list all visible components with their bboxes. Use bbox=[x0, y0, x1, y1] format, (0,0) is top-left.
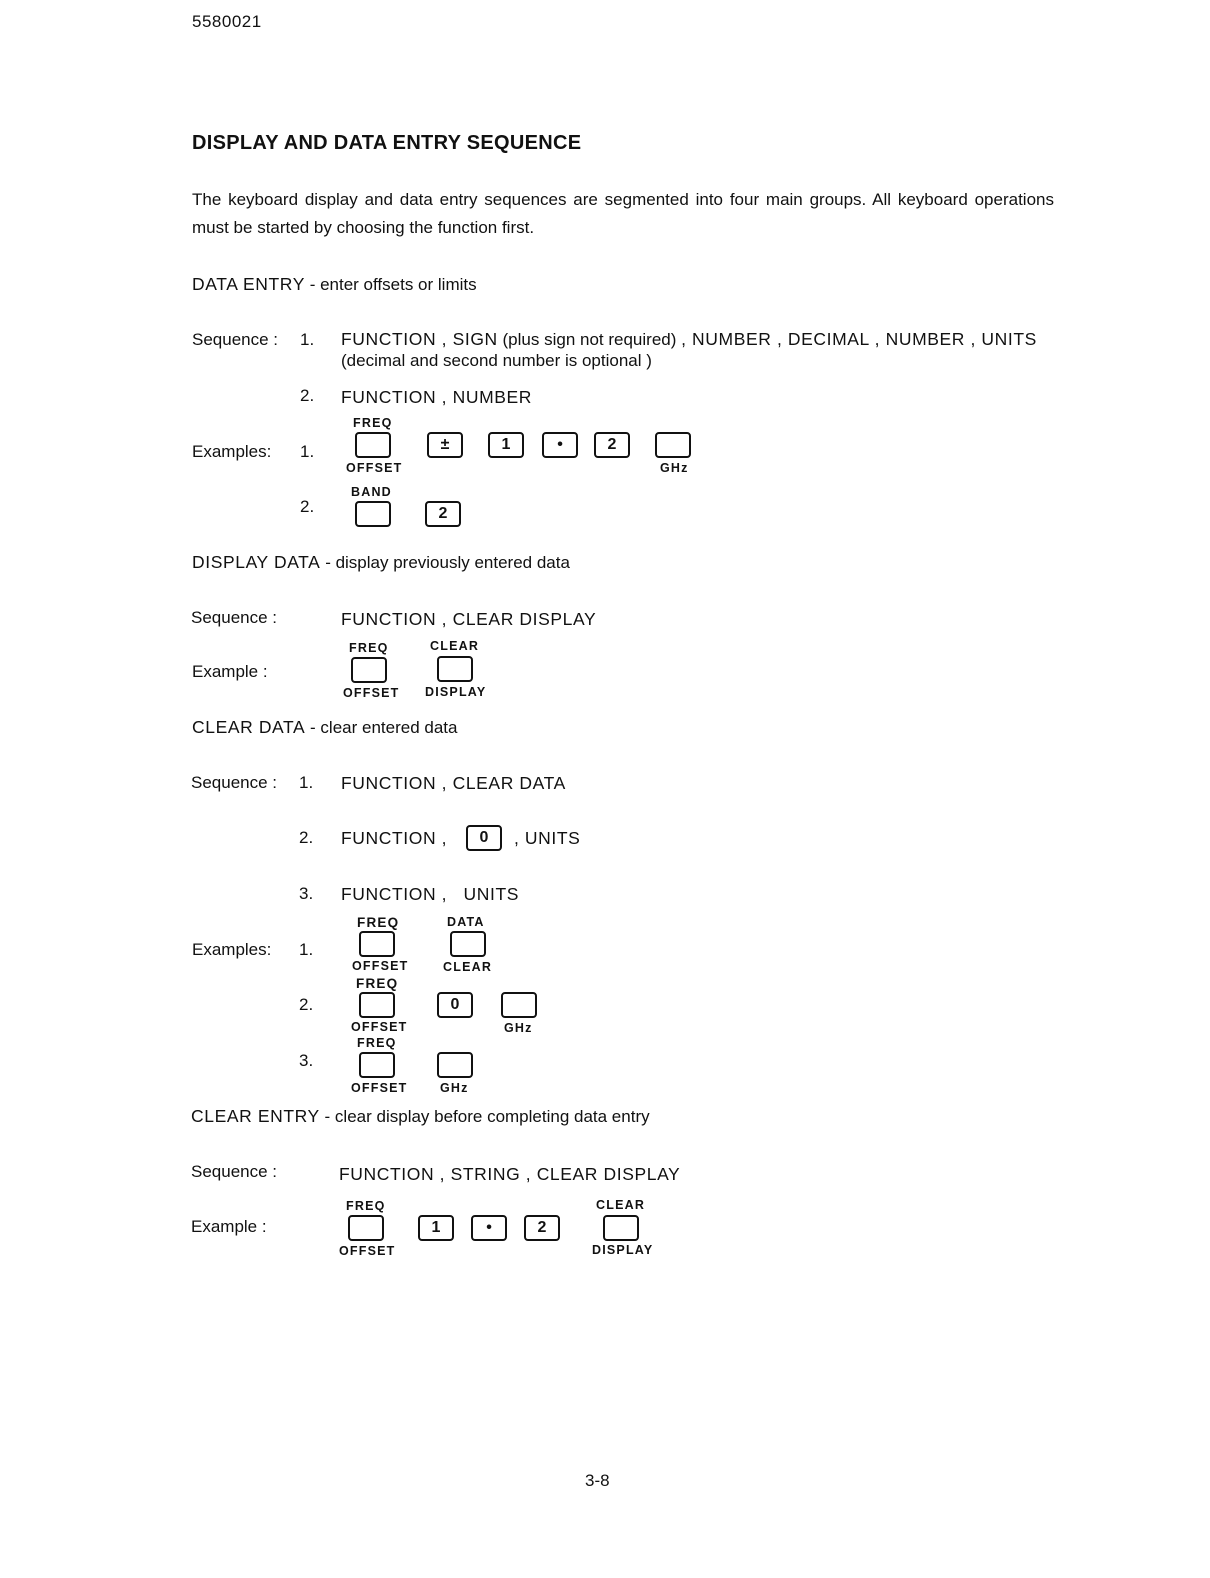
key-label-data: DATA bbox=[447, 915, 485, 929]
ghz-key bbox=[655, 432, 691, 458]
key-label-offset: OFFSET bbox=[343, 686, 400, 700]
clear-data-heading: CLEAR DATA bbox=[192, 717, 306, 737]
clear-entry-example-label: Example : bbox=[191, 1217, 267, 1236]
data-entry-example1-number: 1. bbox=[300, 442, 315, 461]
clear-data-desc: - clear entered data bbox=[310, 718, 458, 737]
digit-1-key: 1 bbox=[418, 1215, 454, 1241]
clear-entry-desc: - clear display before completing data entry bbox=[324, 1107, 650, 1126]
data-entry-seq1-rest: , NUMBER , DECIMAL , NUMBER , UNITS bbox=[681, 329, 1037, 349]
clear-data-sequence-label: Sequence : bbox=[191, 773, 278, 792]
band-key bbox=[355, 501, 391, 527]
clear-data-heading-line bbox=[192, 717, 457, 738]
digit-0-key: 0 bbox=[437, 992, 473, 1018]
document-number: 5580021 bbox=[192, 12, 262, 31]
data-entry-seq2-number: 2. bbox=[300, 386, 315, 405]
data-clear-key bbox=[450, 931, 486, 957]
data-entry-seq1-note: (decimal and second number is optional ) bbox=[341, 351, 652, 370]
key-label-offset: OFFSET bbox=[351, 1081, 408, 1095]
freq-offset-key bbox=[348, 1215, 384, 1241]
key-label-freq: FREQ bbox=[353, 416, 393, 430]
data-entry-seq2: FUNCTION , NUMBER bbox=[341, 387, 533, 407]
clear-entry-seq: FUNCTION , STRING , CLEAR DISPLAY bbox=[339, 1164, 681, 1184]
digit-0-key: 0 bbox=[466, 825, 502, 851]
display-data-seq: FUNCTION , CLEAR DISPLAY bbox=[341, 609, 597, 629]
clear-display-key bbox=[603, 1215, 639, 1241]
intro-paragraph: The keyboard display and data entry sequences are segmented into four main groups. All keyboard operations must be started by choosing the function first. bbox=[192, 190, 1054, 237]
display-data-sequence-label: Sequence : bbox=[191, 608, 278, 627]
key-label-display: DISPLAY bbox=[592, 1243, 654, 1257]
clear-data-seq2-number: 2. bbox=[299, 828, 314, 847]
plus-minus-key: ± bbox=[427, 432, 463, 458]
key-label-ghz: GHz bbox=[440, 1081, 469, 1095]
data-entry-heading-line bbox=[192, 274, 477, 295]
freq-offset-key bbox=[359, 1052, 395, 1078]
clear-entry-heading: CLEAR ENTRY bbox=[191, 1106, 320, 1126]
display-data-heading: DISPLAY DATA bbox=[192, 552, 321, 572]
data-entry-seq1-line bbox=[341, 329, 1037, 350]
data-entry-seq1-main: FUNCTION , SIGN bbox=[341, 329, 498, 349]
key-label-offset: OFFSET bbox=[346, 461, 403, 475]
page-number: 3-8 bbox=[585, 1471, 610, 1490]
freq-offset-key bbox=[355, 432, 391, 458]
clear-data-example3-number: 3. bbox=[299, 1051, 314, 1070]
key-label-freq: FREQ bbox=[357, 1036, 397, 1050]
display-data-example-label: Example : bbox=[192, 662, 268, 681]
clear-entry-sequence-label: Sequence : bbox=[191, 1162, 278, 1181]
clear-data-example1-number: 1. bbox=[299, 940, 314, 959]
clear-data-seq3: FUNCTION , UNITS bbox=[341, 884, 520, 904]
clear-data-seq3-number: 3. bbox=[299, 884, 314, 903]
data-entry-seq1-paren: (plus sign not required) bbox=[502, 330, 677, 349]
freq-offset-key bbox=[359, 992, 395, 1018]
data-entry-sequence-label: Sequence : bbox=[192, 330, 279, 349]
decimal-key: • bbox=[471, 1215, 507, 1241]
key-label-freq: FREQ bbox=[346, 1199, 386, 1213]
digit-1-key: 1 bbox=[488, 432, 524, 458]
data-entry-seq1-number: 1. bbox=[300, 330, 315, 349]
clear-data-example2-number: 2. bbox=[299, 995, 314, 1014]
display-data-heading-line bbox=[192, 552, 570, 573]
digit-2-key: 2 bbox=[524, 1215, 560, 1241]
section-title: DISPLAY AND DATA ENTRY SEQUENCE bbox=[192, 132, 582, 154]
key-label-clear: CLEAR bbox=[596, 1198, 646, 1212]
clear-data-seq1: FUNCTION , CLEAR DATA bbox=[341, 773, 566, 793]
key-label-freq: FREQ bbox=[357, 915, 400, 930]
key-label-offset: OFFSET bbox=[339, 1244, 396, 1258]
ghz-key bbox=[501, 992, 537, 1018]
digit-2-key: 2 bbox=[594, 432, 630, 458]
key-label-clear: CLEAR bbox=[430, 639, 480, 653]
clear-data-seq1-number: 1. bbox=[299, 773, 314, 792]
clear-display-key bbox=[437, 656, 473, 682]
clear-data-seq2-b: , UNITS bbox=[514, 828, 581, 848]
ghz-key bbox=[437, 1052, 473, 1078]
data-entry-desc: - enter offsets or limits bbox=[309, 275, 477, 294]
clear-data-examples-label: Examples: bbox=[192, 940, 272, 959]
key-label-offset: OFFSET bbox=[352, 959, 409, 973]
key-label-band: BAND bbox=[351, 485, 392, 499]
data-entry-example2-number: 2. bbox=[300, 497, 315, 516]
key-label-ghz: GHz bbox=[504, 1021, 533, 1035]
display-data-desc: - display previously entered data bbox=[325, 553, 570, 572]
key-label-freq: FREQ bbox=[356, 976, 399, 991]
key-label-freq: FREQ bbox=[349, 641, 389, 655]
clear-entry-heading-line bbox=[191, 1106, 650, 1127]
freq-offset-key bbox=[359, 931, 395, 957]
key-label-display: DISPLAY bbox=[425, 685, 487, 699]
decimal-key: • bbox=[542, 432, 578, 458]
key-label-clear: CLEAR bbox=[443, 960, 493, 974]
data-entry-examples-label: Examples: bbox=[192, 442, 272, 461]
data-entry-heading: DATA ENTRY bbox=[192, 274, 305, 294]
key-label-offset: OFFSET bbox=[351, 1020, 408, 1034]
clear-data-seq2-a: FUNCTION , bbox=[341, 828, 448, 848]
digit-2-key: 2 bbox=[425, 501, 461, 527]
freq-offset-key bbox=[351, 657, 387, 683]
key-label-ghz: GHz bbox=[660, 461, 689, 475]
